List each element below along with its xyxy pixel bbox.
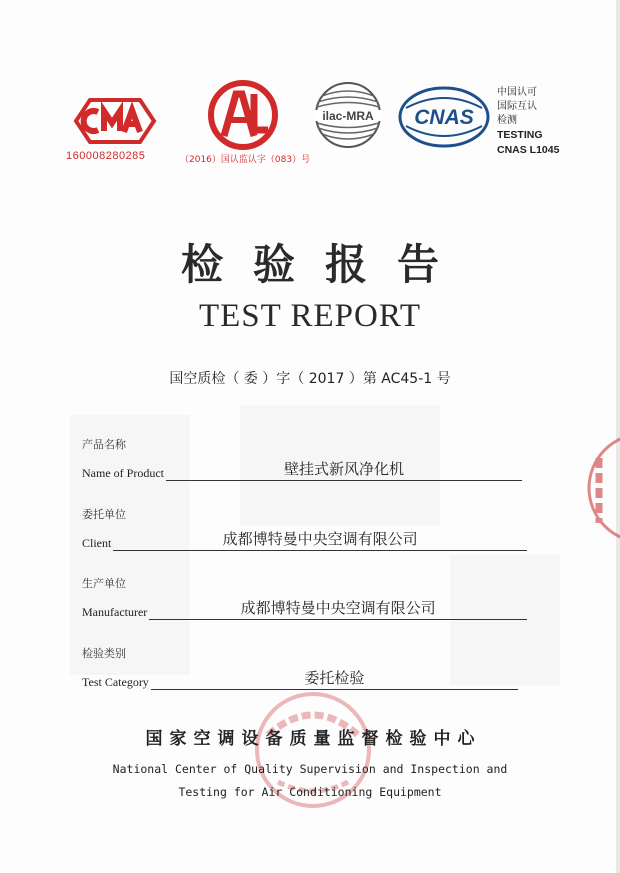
report-title-en: TEST REPORT — [198, 298, 422, 334]
cnas-line-1: 中国认可 — [497, 87, 537, 98]
cnas-line-3: 检测 — [497, 115, 517, 126]
field-test-category — [82, 645, 527, 690]
cma-logo — [72, 96, 158, 146]
cnas-testing: TESTING — [497, 129, 543, 141]
field-label-en: Manufacturer — [82, 605, 148, 619]
svg-text:CNAS: CNAS — [414, 106, 474, 129]
svg-text:ilac-MRA: ilac-MRA — [322, 109, 374, 123]
field-value: 壁挂式新风净化机 — [166, 458, 522, 481]
field-label-en: Test Category — [82, 675, 149, 689]
field-client — [82, 506, 527, 551]
cnas-accreditation-text — [497, 86, 559, 158]
field-label-en: Client — [82, 536, 112, 550]
edge-seal-stamp — [585, 428, 620, 548]
cnas-line-2: 国际互认 — [497, 101, 537, 112]
organization-name-en-line2: Testing for Air Conditioning Equipment — [178, 785, 442, 799]
cnas-logo — [398, 86, 490, 148]
ilac-mra-logo — [308, 80, 388, 150]
field-label-cn: 委托单位 — [82, 508, 126, 521]
report-title-cn: 检验报告 — [180, 240, 469, 289]
cal-caption: （2016）国认监认字（083）号 — [180, 155, 311, 165]
field-label-en: Name of Product — [82, 466, 164, 480]
report-number: 国空质检（ 委 ）字（ 2017 ）第 AC45-1 号 — [169, 371, 451, 387]
cnas-code: CNAS L1045 — [497, 144, 560, 156]
organization-name-cn: 国家空调设备质量监督检验中心 — [145, 729, 482, 749]
organization-name-en-line1: National Center of Quality Supervision and Inspection and — [112, 762, 508, 776]
cal-logo — [202, 80, 284, 150]
field-label-cn: 产品名称 — [82, 438, 126, 451]
field-value: 成都博特曼中央空调有限公司 — [113, 528, 527, 551]
field-label-cn: 生产单位 — [82, 577, 126, 590]
field-value: 委托检验 — [151, 667, 518, 690]
field-manufacturer — [82, 575, 527, 620]
cma-number: 160008280285 — [66, 150, 146, 162]
field-label-cn: 检验类别 — [82, 647, 126, 660]
field-value: 成都博特曼中央空调有限公司 — [149, 597, 527, 620]
field-product-name — [82, 436, 527, 481]
